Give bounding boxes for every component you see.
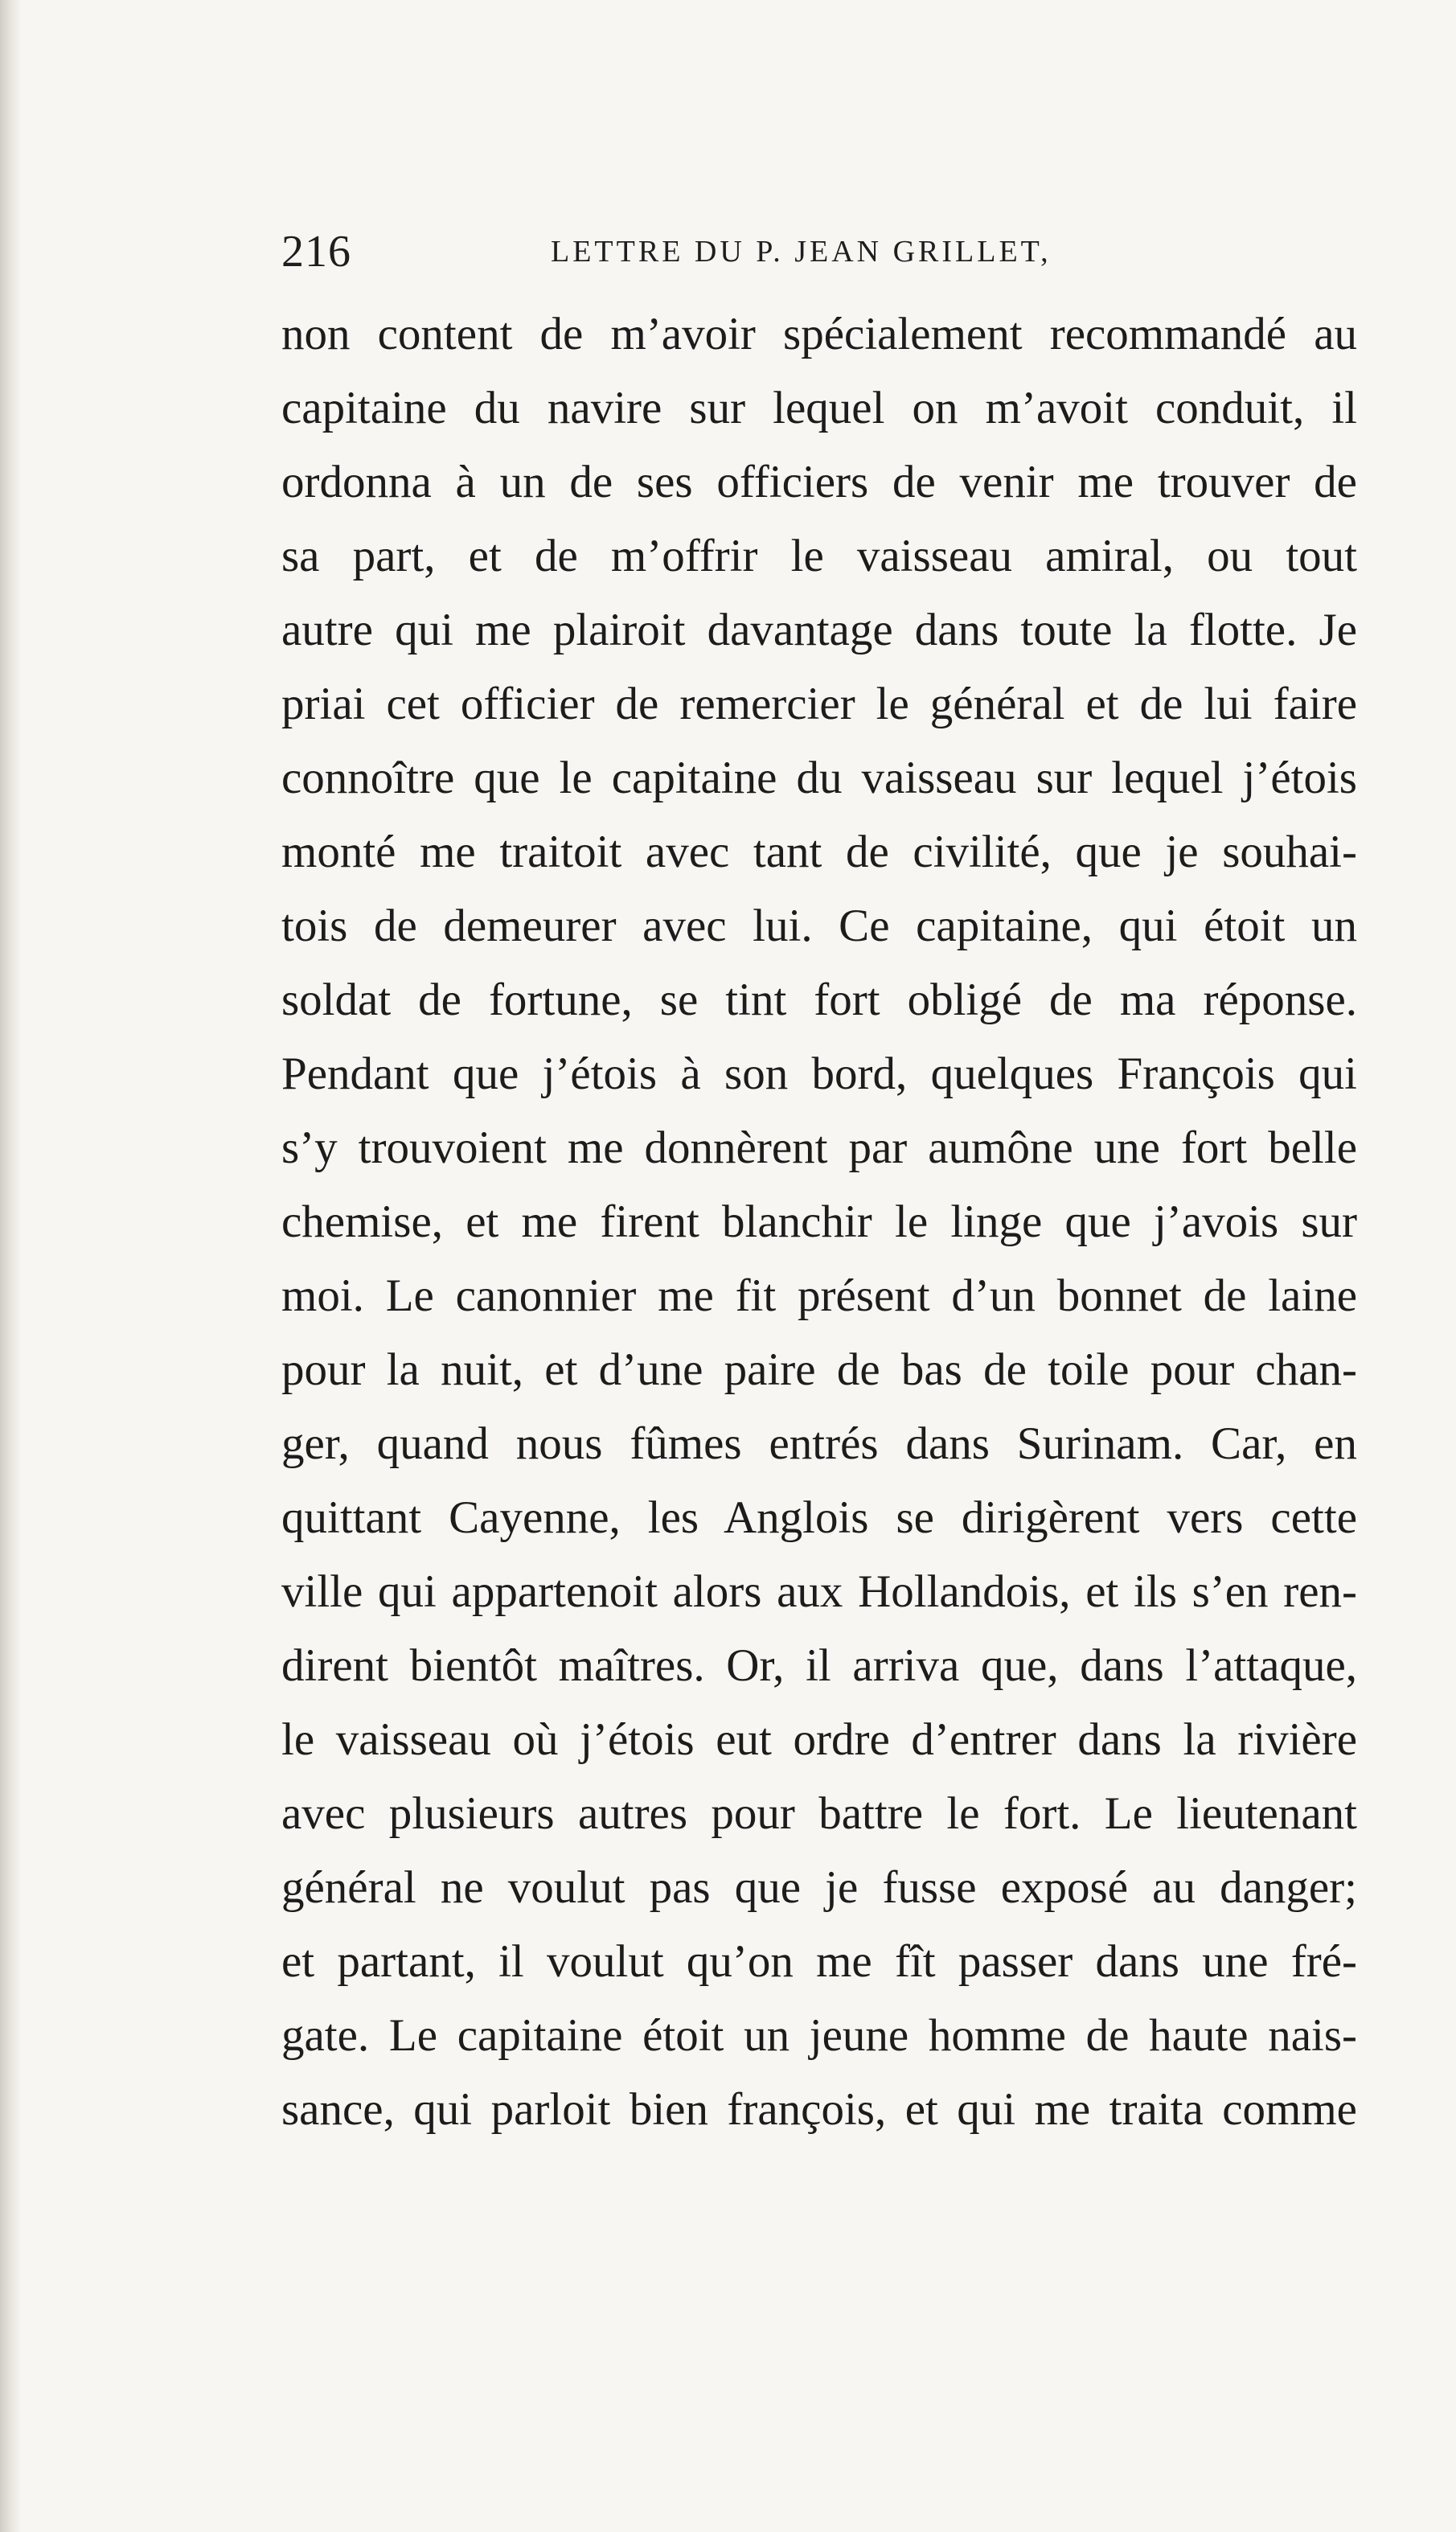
text-line: gate. Le capitaine étoit un jeune homme de haute nais-: [281, 2010, 1357, 2061]
text-line: dirent bientôt maîtres. Or, il arriva que, dans l’attaque,: [281, 1640, 1357, 1691]
binding-gutter: [0, 0, 21, 2532]
text-line: moi. Le canonnier me fit présent d’un bonnet de laine: [281, 1270, 1357, 1321]
text-line: le vaisseau où j’étois eut ordre d’entrer dans la rivière: [281, 1714, 1357, 1765]
text-line: Pendant que j’étois à son bord, quelques François qui: [281, 1049, 1357, 1099]
text-line: tois de demeurer avec lui. Ce capitaine, qui étoit un: [281, 901, 1357, 951]
text-line: non content de m’avoir spécialement recommandé au: [281, 309, 1357, 359]
body-text: [281, 298, 1357, 2147]
text-line: autre qui me plairoit davantage dans toute la flotte. Je: [281, 605, 1357, 655]
text-line: s’y trouvoient me donnèrent par aumône une fort belle: [281, 1122, 1357, 1173]
text-line: ordonna à un de ses officiers de venir me trouver de: [281, 457, 1357, 507]
text-line: sance, qui parloit bien françois, et qui me traita comme: [281, 2084, 1357, 2135]
running-title: LETTRE DU P. JEAN GRILLET,: [551, 235, 1052, 269]
text-line: chemise, et me firent blanchir le linge que j’avois sur: [281, 1196, 1357, 1247]
text-line: soldat de fortune, se tint fort obligé de ma réponse.: [281, 975, 1357, 1025]
text-line: connoître que le capitaine du vaisseau sur lequel j’étois: [281, 753, 1357, 803]
text-line: et partant, il voulut qu’on me fît passer dans une fré-: [281, 1936, 1357, 1987]
text-line: quittant Cayenne, les Anglois se dirigèrent vers cette: [281, 1492, 1357, 1543]
text-line: priai cet officier de remercier le général et de lui faire: [281, 679, 1357, 729]
page-number: 216: [281, 227, 351, 277]
text-line: général ne voulut pas que je fusse exposé au danger;: [281, 1862, 1357, 1913]
text-line: monté me traitoit avec tant de civilité, que je souhai-: [281, 827, 1357, 877]
text-line: sa part, et de m’offrir le vaisseau amiral, ou tout: [281, 531, 1357, 581]
text-line: pour la nuit, et d’une paire de bas de toile pour chan-: [281, 1344, 1357, 1395]
text-line: ville qui appartenoit alors aux Hollandois, et ils s’en ren-: [281, 1566, 1357, 1617]
text-line: avec plusieurs autres pour battre le fort. Le lieutenant: [281, 1788, 1357, 1839]
text-line: capitaine du navire sur lequel on m’avoit conduit, il: [281, 383, 1357, 433]
running-head: [281, 215, 1355, 288]
text-line: ger, quand nous fûmes entrés dans Surinam. Car, en: [281, 1418, 1357, 1469]
